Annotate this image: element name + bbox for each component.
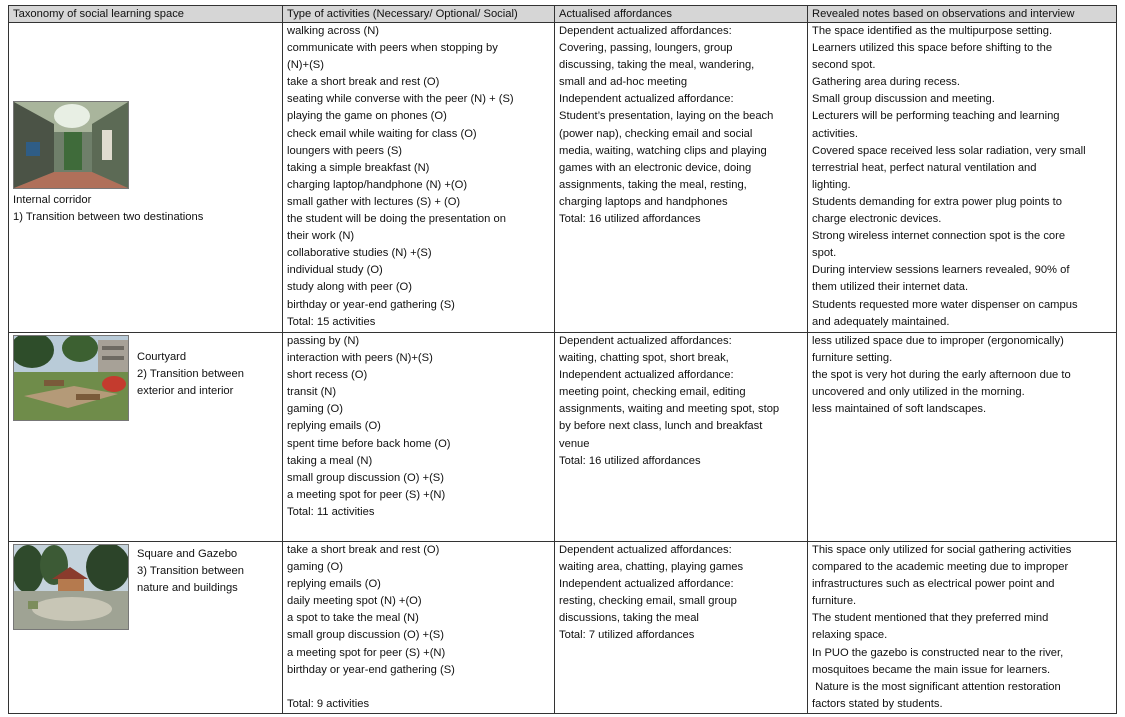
activity-item: daily meeting spot (N) +(O) [287,595,422,608]
activity-item: (N)+(S) [287,59,324,72]
notes-cell [808,542,1117,714]
header-row [9,6,1117,23]
activity-item: taking a meal (N) [287,454,373,467]
affordances-cell [555,542,808,714]
activity-item: a meeting spot for peer (S) +(N) [287,646,446,659]
note-line: Covered space received less solar radiation, very small [812,144,1086,157]
activity-item: a meeting spot for peer (S) +(N) [287,488,446,501]
gazebo-photo [13,544,129,630]
note-line: mosquitoes became the main issue for learners. [812,663,1051,676]
affordance-line: meeting point, checking email, editing [559,386,746,399]
taxonomy-cell [9,23,283,333]
table-row-square-gazebo [9,542,1117,714]
header-notes: Revealed notes based on observations and interview [808,6,1117,23]
space-name: Courtyard [137,351,187,363]
note-line: infrastructures such as electrical power point and [812,578,1055,591]
affordance-line: assignments, taking the meal, resting, [559,178,747,191]
note-line: lighting. [812,178,851,191]
table-row-courtyard [9,333,1117,542]
header-affordances: Actualised affordances [555,6,808,23]
note-line: Lecturers will be performing teaching and learning [812,110,1060,123]
notes-cell [808,23,1117,333]
note-line: furniture. [812,595,857,608]
activity-item: replying emails (O) [287,420,381,433]
activity-item: study along with peer (O) [287,281,412,294]
affordances-cell [555,23,808,333]
affordance-line: media, waiting, watching clips and playing [559,144,767,157]
space-name: Square and Gazebo [137,548,238,560]
activity-item: birthday or year-end gathering (S) [287,663,455,676]
affordance-line: by before next class, lunch and breakfast [559,420,763,433]
affordances-total: Total: 16 utilized affordances [559,213,701,226]
activity-item: take a short break and rest (O) [287,544,440,556]
activity-item: taking a simple breakfast (N) [287,161,430,174]
activity-item: seating while converse with the peer (N) + (S) [287,93,514,106]
note-line: Students requested more water dispenser on campus [812,298,1078,311]
note-line: spot. [812,247,837,260]
corridor-photo [13,101,129,189]
activity-item: walking across (N) [287,25,380,37]
activity-item: small gather with lectures (S) + (O) [287,195,461,208]
taxonomy-cell [9,542,283,714]
affordance-line: charging laptops and handphones [559,195,728,208]
affordance-line: Covering, passing, loungers, group [559,42,733,55]
affordance-line: Dependent actualized affordances: [559,544,732,556]
note-line: This space only utilized for social gathering activities [812,544,1072,556]
activity-item: loungers with peers (S) [287,144,403,157]
taxonomy-cell [9,333,283,542]
notes-cell [808,333,1117,542]
activities-cell [283,333,555,542]
activities-total: Total: 9 activities [287,697,370,710]
affordance-line: waiting area, chatting, playing games [559,561,744,574]
activity-item: spent time before back home (O) [287,437,451,450]
note-line: Strong wireless internet connection spot is the core [812,230,1066,243]
activity-item: take a short break and rest (O) [287,76,440,89]
activity-item: short recess (O) [287,369,368,382]
affordance-line: games with an electronic device, doing [559,161,752,174]
affordance-line: discussing, taking the meal, wandering, [559,59,755,72]
affordances-total: Total: 7 utilized affordances [559,629,695,642]
note-line: The student mentioned that they preferred mind [812,612,1049,625]
activity-item: individual study (O) [287,264,383,277]
note-line: charge electronic devices. [812,213,942,226]
activity-item: small group discussion (O) +(S) [287,629,444,642]
activity-item: interaction with peers (N)+(S) [287,352,433,365]
note-line: second spot. [812,59,876,72]
activity-item: check email while waiting for class (O) [287,127,477,140]
note-line: the spot is very hot during the early afternoon due to [812,369,1071,382]
affordance-line: Independent actualized affordance: [559,369,734,382]
note-line: Nature is the most significant attention restoration [812,680,1061,693]
affordance-line: (power nap), checking email and social [559,127,753,140]
affordances-total: Total: 16 utilized affordances [559,454,701,467]
header-taxonomy: Taxonomy of social learning space [9,6,283,23]
affordance-line: venue [559,437,590,450]
activity-item: passing by (N) [287,335,360,347]
note-line: Gathering area during recess. [812,76,961,89]
activity-item: the student will be doing the presentation on [287,213,506,226]
activity-item: their work (N) [287,230,355,243]
note-line: relaxing space. [812,629,888,642]
affordance-line: resting, checking email, small group [559,595,737,608]
note-line: furniture setting. [812,352,893,365]
activity-item: small group discussion (O) +(S) [287,471,444,484]
note-line: activities. [812,127,859,140]
affordance-line: small and ad-hoc meeting [559,76,688,89]
affordance-line: discussions, taking the meal [559,612,699,625]
activity-item: replying emails (O) [287,578,381,591]
affordance-line: Dependent actualized affordances: [559,25,732,37]
activities-total: Total: 15 activities [287,315,376,328]
activity-item: gaming (O) [287,403,343,416]
transition-label: 1) Transition between two destinations [13,211,204,224]
affordance-line: waiting, chatting spot, short break, [559,352,729,365]
transition-label: 2) Transition between [137,368,244,381]
affordance-line: Dependent actualized affordances: [559,335,732,347]
activity-item: playing the game on phones (O) [287,110,447,123]
note-line: terrestrial heat, perfect natural ventilation and [812,161,1037,174]
space-name: Internal corridor [13,194,92,206]
activity-item: gaming (O) [287,561,343,574]
note-line: uncovered and only utilized in the morning. [812,386,1025,399]
note-line: factors stated by students. [812,697,943,710]
note-line: Learners utilized this space before shifting to the [812,42,1053,55]
note-line: In PUO the gazebo is constructed near to the river, [812,646,1064,659]
note-line: and adequately maintained. [812,315,950,328]
affordances-cell [555,333,808,542]
note-line: Students demanding for extra power plug points to [812,195,1063,208]
header-activities: Type of activities (Necessary/ Optional/ Social) [283,6,555,23]
affordance-line: Independent actualized affordance: [559,93,734,106]
activity-item: birthday or year-end gathering (S) [287,298,455,311]
activity-item: transit (N) [287,386,337,399]
note-line: The space identified as the multipurpose setting. [812,25,1053,37]
activity-item: collaborative studies (N) +(S) [287,247,432,260]
note-line: During interview sessions learners revealed, 90% of [812,264,1070,277]
transition-label: exterior and interior [137,385,234,398]
note-line: less utilized space due to improper (ergonomically) [812,335,1064,347]
table-row-internal-corridor [9,23,1117,333]
transition-label: 3) Transition between [137,565,244,578]
activities-cell [283,23,555,333]
activities-total: Total: 11 activities [287,505,375,518]
note-line: less maintained of soft landscapes. [812,403,987,416]
note-line: compared to the academic meeting due to improper [812,561,1069,574]
taxonomy-table [8,5,1117,714]
activities-cell [283,542,555,714]
activity-item: communicate with peers when stopping by [287,42,498,55]
affordance-line: assignments, waiting and meeting spot, stop [559,403,780,416]
courtyard-photo [13,335,129,421]
note-line: them utilized their internet data. [812,281,969,294]
note-line: Small group discussion and meeting. [812,93,995,106]
affordance-line: Independent actualized affordance: [559,578,734,591]
transition-label: nature and buildings [137,582,238,595]
activity-item: charging laptop/handphone (N) +(O) [287,178,468,191]
affordance-line: Student’s presentation, laying on the beach [559,110,774,123]
activity-item: a spot to take the meal (N) [287,612,419,625]
